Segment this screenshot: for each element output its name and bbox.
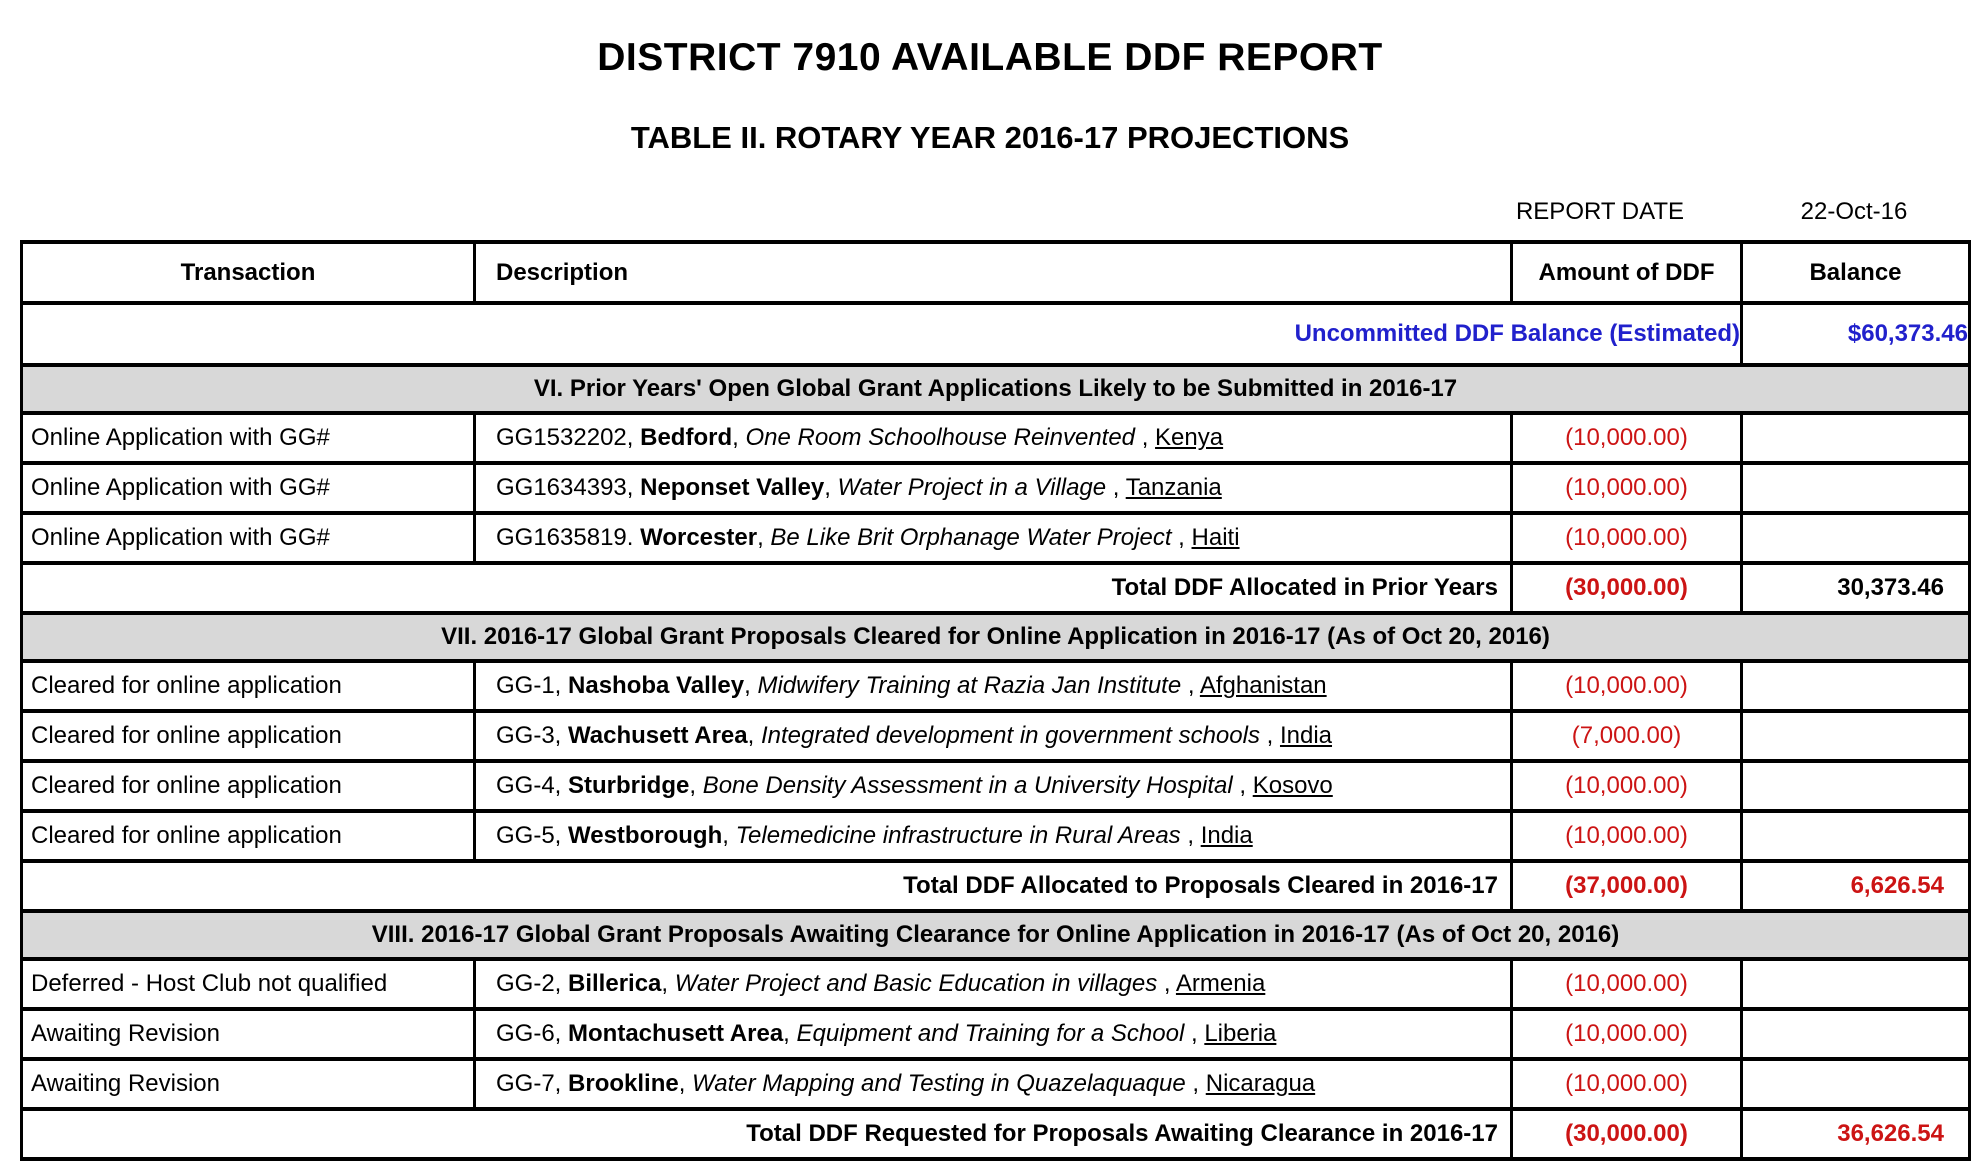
section-header-row xyxy=(22,613,1970,661)
description-segment: India xyxy=(1279,722,1333,749)
amount-cell: (10,000.00) xyxy=(1512,811,1742,861)
section-header-row xyxy=(22,365,1970,413)
description-segment: , xyxy=(1157,970,1176,997)
amount-cell: (10,000.00) xyxy=(1512,959,1742,1009)
description-cell xyxy=(475,959,1512,1009)
table-header-row xyxy=(22,242,1970,303)
description-segment: Haiti xyxy=(1191,524,1240,551)
description-segment: Nicaragua xyxy=(1205,1070,1316,1097)
description-segment: Tanzania xyxy=(1125,474,1222,501)
description-segment: , xyxy=(1232,772,1253,799)
transaction-cell: Cleared for online application xyxy=(22,661,475,711)
grant-row xyxy=(22,463,1970,513)
total-amount-cell: (30,000.00) xyxy=(1512,1109,1742,1159)
section-heading: VI. Prior Years' Open Global Grant Applications Likely to be Submitted in 2016-17 xyxy=(22,365,1970,413)
transaction-cell: Online Application with GG# xyxy=(22,513,475,563)
transaction-cell: Cleared for online application xyxy=(22,811,475,861)
description-segment: Water Project in a Village xyxy=(837,474,1107,501)
amount-cell: (10,000.00) xyxy=(1512,1009,1742,1059)
description-cell xyxy=(475,463,1512,513)
grant-row xyxy=(22,959,1970,1009)
transaction-cell: Online Application with GG# xyxy=(22,463,475,513)
balance-cell xyxy=(1742,711,1970,761)
total-label-cell: Total DDF Allocated to Proposals Cleared in 2016-17 xyxy=(22,861,1512,911)
total-balance-cell: 36,626.54 xyxy=(1742,1109,1970,1159)
description-segment: , xyxy=(757,524,771,551)
report-date-row xyxy=(0,198,1980,228)
description-cell xyxy=(475,711,1512,761)
total-amount-cell: (30,000.00) xyxy=(1512,563,1742,613)
section-total-row xyxy=(22,1109,1970,1159)
description-segment: , xyxy=(678,1070,693,1097)
description-segment: , xyxy=(1135,424,1156,451)
total-balance-cell: 6,626.54 xyxy=(1742,861,1970,911)
balance-cell xyxy=(1742,959,1970,1009)
grant-row xyxy=(22,811,1970,861)
description-segment: Sturbridge xyxy=(568,772,690,799)
description-segment: Wachusett Area xyxy=(568,722,748,749)
description-segment: , xyxy=(1106,474,1126,501)
page-title: DISTRICT 7910 AVAILABLE DDF REPORT xyxy=(597,36,1383,79)
balance-cell xyxy=(1742,761,1970,811)
description-segment: , xyxy=(732,424,746,451)
uncommitted-balance-label: Uncommitted DDF Balance (Estimated) xyxy=(22,303,1742,365)
description-segment: Bone Density Assessment in a University Hospital xyxy=(702,772,1233,799)
description-segment: , xyxy=(747,722,761,749)
description-segment: , xyxy=(783,1020,797,1047)
description-segment: GG-6, xyxy=(496,1020,569,1047)
report-date-value: 22-Oct-16 xyxy=(1800,198,1908,225)
amount-cell: (10,000.00) xyxy=(1512,761,1742,811)
description-segment: Be Like Brit Orphanage Water Project xyxy=(770,524,1172,551)
description-segment: , xyxy=(689,772,703,799)
description-segment: Afghanistan xyxy=(1199,672,1327,699)
description-segment: Kenya xyxy=(1155,424,1224,451)
description-segment: , xyxy=(722,822,736,849)
amount-cell: (10,000.00) xyxy=(1512,463,1742,513)
description-segment: Integrated development in government schools xyxy=(760,722,1260,749)
description-segment: Water Project and Basic Education in villages xyxy=(674,970,1158,997)
section-heading: VIII. 2016-17 Global Grant Proposals Awaiting Clearance for Online Application in 2016-17 (As of Oct 20, 2016) xyxy=(22,911,1970,959)
amount-cell: (10,000.00) xyxy=(1512,513,1742,563)
description-segment: Water Mapping and Testing in Quazelaquaque xyxy=(692,1070,1186,1097)
description-segment: , xyxy=(1259,722,1280,749)
description-segment: Midwifery Training at Razia Jan Institute xyxy=(757,672,1182,699)
amount-cell: (10,000.00) xyxy=(1512,661,1742,711)
report-date-label: REPORT DATE xyxy=(1515,198,1685,225)
description-segment: GG1532202, xyxy=(496,424,641,451)
description-segment: Armenia xyxy=(1175,970,1266,997)
description-segment: Montachusett Area xyxy=(568,1020,784,1047)
section-total-row xyxy=(22,861,1970,911)
page-subtitle: TABLE II. ROTARY YEAR 2016-17 PROJECTIONS xyxy=(630,120,1350,155)
balance-cell xyxy=(1742,661,1970,711)
balance-cell xyxy=(1742,1009,1970,1059)
ddf-report-page xyxy=(0,36,1980,1153)
description-segment: , xyxy=(1180,822,1201,849)
transaction-cell: Deferred - Host Club not qualified xyxy=(22,959,475,1009)
balance-cell xyxy=(1742,811,1970,861)
amount-cell: (7,000.00) xyxy=(1512,711,1742,761)
balance-cell xyxy=(1742,463,1970,513)
transaction-cell: Online Application with GG# xyxy=(22,413,475,463)
description-segment: Billerica xyxy=(568,970,662,997)
description-segment: Westborough xyxy=(568,822,723,849)
description-segment: , xyxy=(1184,1020,1205,1047)
description-segment: GG-1, xyxy=(496,672,569,699)
balance-cell xyxy=(1742,413,1970,463)
description-cell xyxy=(475,1009,1512,1059)
transaction-cell: Cleared for online application xyxy=(22,711,475,761)
description-segment: Equipment and Training for a School xyxy=(796,1020,1185,1047)
description-segment: , xyxy=(1171,524,1192,551)
amount-cell: (10,000.00) xyxy=(1512,1059,1742,1109)
description-segment: Telemedicine infrastructure in Rural Areas xyxy=(735,822,1181,849)
total-amount-cell: (37,000.00) xyxy=(1512,861,1742,911)
transaction-cell: Cleared for online application xyxy=(22,761,475,811)
grant-row xyxy=(22,761,1970,811)
description-segment: GG-3, xyxy=(496,722,569,749)
column-header-balance: Balance xyxy=(1742,242,1970,303)
description-segment: , xyxy=(744,672,758,699)
description-segment: GG1634393, xyxy=(496,474,641,501)
description-cell xyxy=(475,513,1512,563)
transaction-cell: Awaiting Revision xyxy=(22,1009,475,1059)
grant-row xyxy=(22,413,1970,463)
column-header-amount: Amount of DDF xyxy=(1512,242,1742,303)
description-cell xyxy=(475,661,1512,711)
grant-row xyxy=(22,1059,1970,1109)
section-total-row xyxy=(22,563,1970,613)
total-label-cell: Total DDF Allocated in Prior Years xyxy=(22,563,1512,613)
balance-cell xyxy=(1742,513,1970,563)
column-header-transaction: Transaction xyxy=(22,242,475,303)
description-segment: GG-7, xyxy=(496,1070,569,1097)
section-header-row xyxy=(22,911,1970,959)
description-segment: , xyxy=(1185,1070,1206,1097)
description-segment: , xyxy=(661,970,675,997)
description-segment: Bedford xyxy=(640,424,733,451)
description-cell xyxy=(475,811,1512,861)
ddf-projections-table xyxy=(20,240,1971,1161)
description-cell xyxy=(475,761,1512,811)
grant-row xyxy=(22,1009,1970,1059)
description-segment: Nashoba Valley xyxy=(568,672,745,699)
grant-row xyxy=(22,513,1970,563)
description-segment: Worcester xyxy=(640,524,758,551)
grant-row xyxy=(22,661,1970,711)
description-segment: GG-2, xyxy=(496,970,569,997)
description-cell xyxy=(475,1059,1512,1109)
description-segment: GG-5, xyxy=(496,822,569,849)
description-segment: Liberia xyxy=(1204,1020,1277,1047)
description-segment: , xyxy=(824,474,838,501)
description-segment: GG1635819. xyxy=(496,524,641,551)
description-segment: , xyxy=(1181,672,1200,699)
description-segment: One Room Schoolhouse Reinvented xyxy=(745,424,1136,451)
description-segment: India xyxy=(1200,822,1253,849)
total-balance-cell: 30,373.46 xyxy=(1742,563,1970,613)
transaction-cell: Awaiting Revision xyxy=(22,1059,475,1109)
uncommitted-balance-row xyxy=(22,303,1970,365)
balance-cell xyxy=(1742,1059,1970,1109)
amount-cell: (10,000.00) xyxy=(1512,413,1742,463)
description-segment: GG-4, xyxy=(496,772,569,799)
column-header-description: Description xyxy=(475,242,1512,303)
total-label-cell: Total DDF Requested for Proposals Awaiting Clearance in 2016-17 xyxy=(22,1109,1512,1159)
description-cell xyxy=(475,413,1512,463)
description-segment: Neponset Valley xyxy=(640,474,825,501)
grant-row xyxy=(22,711,1970,761)
section-heading: VII. 2016-17 Global Grant Proposals Cleared for Online Application in 2016-17 (As of Oct 20, 2016) xyxy=(22,613,1970,661)
description-segment: Brookline xyxy=(568,1070,679,1097)
uncommitted-balance-value: $60,373.46 xyxy=(1742,303,1970,365)
description-segment: Kosovo xyxy=(1252,772,1333,799)
